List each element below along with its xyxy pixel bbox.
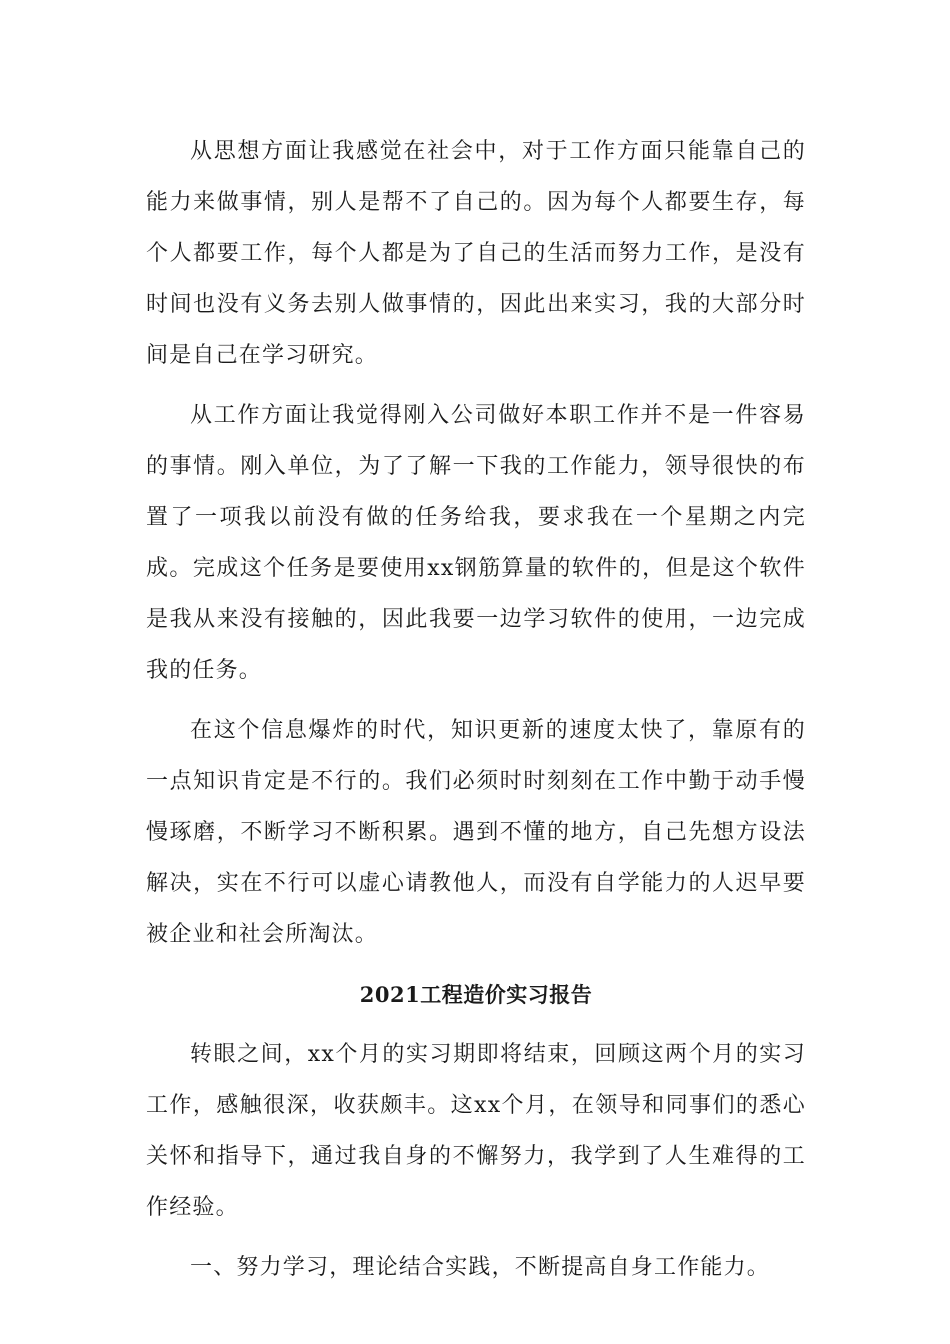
paragraph-gap xyxy=(146,1020,806,1029)
report-title: 2021工程造价实习报告 xyxy=(359,982,593,1007)
paragraph-work: 从工作方面让我觉得刚入公司做好本职工作并不是一件容易的事情。刚入单位，为了了解一下我的工作能力，领导很快的布置了一项我以前没有做的任务给我，要求我在一个星期之内完成。完成这个任务是要使用xx钢筋算量的软件的，但是这个软件是我从来没有接触的，因此我要一边学习软件的使用，一边完成我的任务。 xyxy=(146,403,806,683)
paragraph-gap xyxy=(146,1233,806,1242)
section-heading-study: 一、努力学习，理论结合实践，不断提高自身工作能力。 xyxy=(190,1255,771,1280)
paragraph-thought: 从思想方面让我感觉在社会中，对于工作方面只能靠自己的能力来做事情，别人是帮不了自己的。因为每个人都要生存，每个人都要工作，每个人都是为了自己的生活而努力工作，是没有时间也没有义务去别人做事情的，因此出来实习，我的大部分时间是自己在学习研究。 xyxy=(146,139,806,368)
paragraph-gap xyxy=(146,381,806,390)
paragraph-intro: 转眼之间，xx个月的实习期即将结束，回顾这两个月的实习工作，感触很深，收获颇丰。这xx个月，在领导和同事们的悉心关怀和指导下，通过我自身的不懈努力，我学到了人生难得的工作经验。 xyxy=(146,1042,806,1220)
paragraph-information-age: 在这个信息爆炸的时代，知识更新的速度太快了，靠原有的一点知识肯定是不行的。我们必须时时刻刻在工作中勤于动手慢慢琢磨，不断学习不断积累。遇到不懂的地方，自己先想方设法解决，实在不行可以虚心请教他人，而没有自学能力的人迟早要被企业和社会所淘汰。 xyxy=(146,718,806,947)
paragraph-gap xyxy=(146,696,806,705)
document-page xyxy=(146,126,806,1293)
paragraph-gap xyxy=(146,960,806,969)
